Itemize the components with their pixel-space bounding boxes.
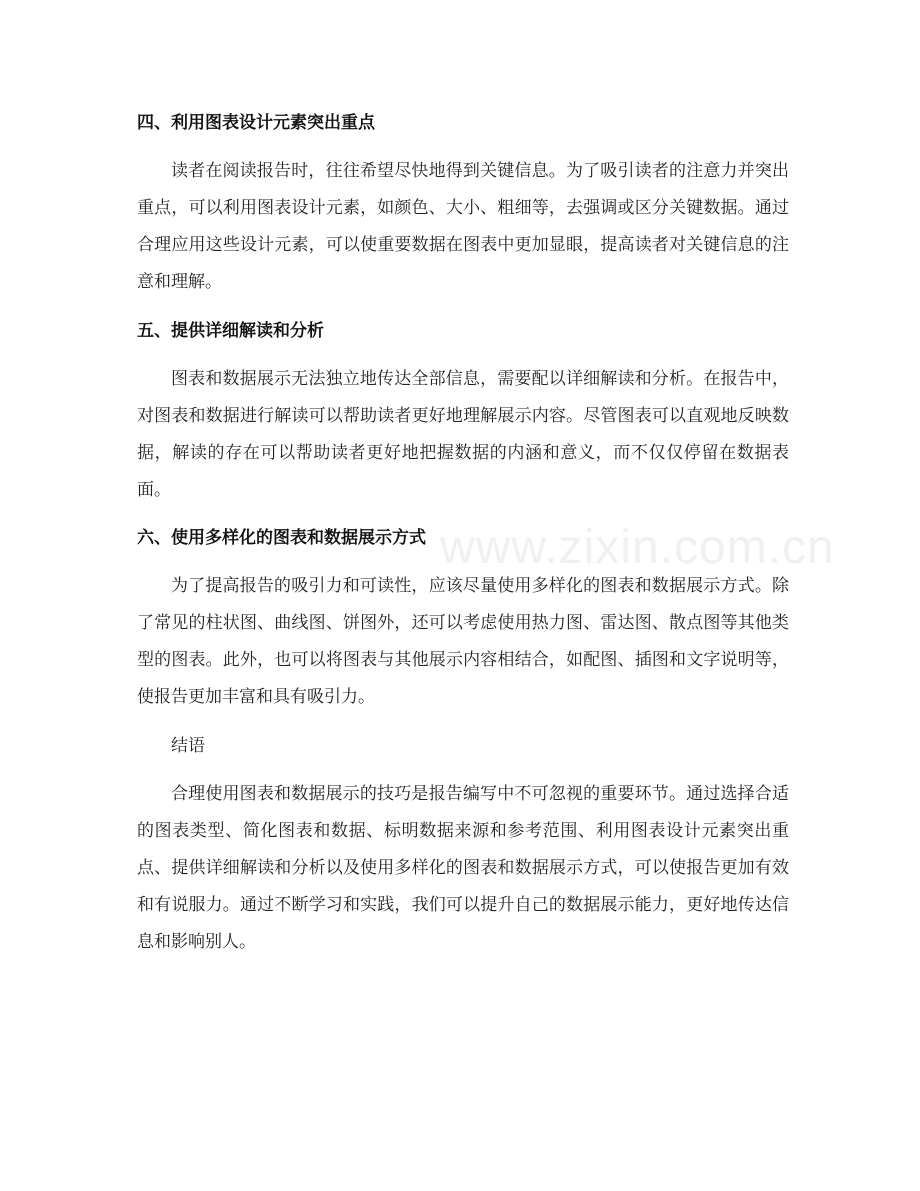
section-heading-5: 五、提供详细解读和分析 xyxy=(137,321,324,341)
section-heading-6: 六、使用多样化的图表和数据展示方式 xyxy=(137,528,426,548)
conclusion-title: 结语 xyxy=(171,736,205,756)
watermark: www.zixin.com.cn xyxy=(440,521,835,574)
section-heading-4: 四、利用图表设计元素突出重点 xyxy=(137,113,375,133)
conclusion-paragraph: 合理使用图表和数据展示的技巧是报告编写中不可忽视的重要环节。通过选择合适的图表类型、简化图表和数据、标明数据来源和参考范围、利用图表设计元素突出重点、提供详细解读和分析以及使用多样化的图表和数据展示方式，可以使报告更加有效和有说服力。通过不断学习和实践，我们可以提升自己的数据展示能力，更好地传达信息和影响别人。 xyxy=(137,784,789,952)
section-paragraph-5: 图表和数据展示无法独立地传达全部信息，需要配以详细解读和分析。在报告中，对图表和数据进行解读可以帮助读者更好地理解展示内容。尽管图表可以直观地反映数据，解读的存在可以帮助读者更好地把握数据的内涵和意义，而不仅仅停留在数据表面。 xyxy=(137,369,789,500)
section-paragraph-4: 读者在阅读报告时，往往希望尽快地得到关键信息。为了吸引读者的注意力并突出重点，可以利用图表设计元素，如颜色、大小、粗细等，去强调或区分关键数据。通过合理应用这些设计元素，可以使重要数据在图表中更加显眼，提高读者对关键信息的注意和理解。 xyxy=(137,161,789,292)
section-paragraph-6: 为了提高报告的吸引力和可读性，应该尽量使用多样化的图表和数据展示方式。除了常见的柱状图、曲线图、饼图外，还可以考虑使用热力图、雷达图、散点图等其他类型的图表。此外，也可以将图表与其他展示内容相结合，如配图、插图和文字说明等，使报告更加丰富和具有吸引力。 xyxy=(137,576,789,707)
